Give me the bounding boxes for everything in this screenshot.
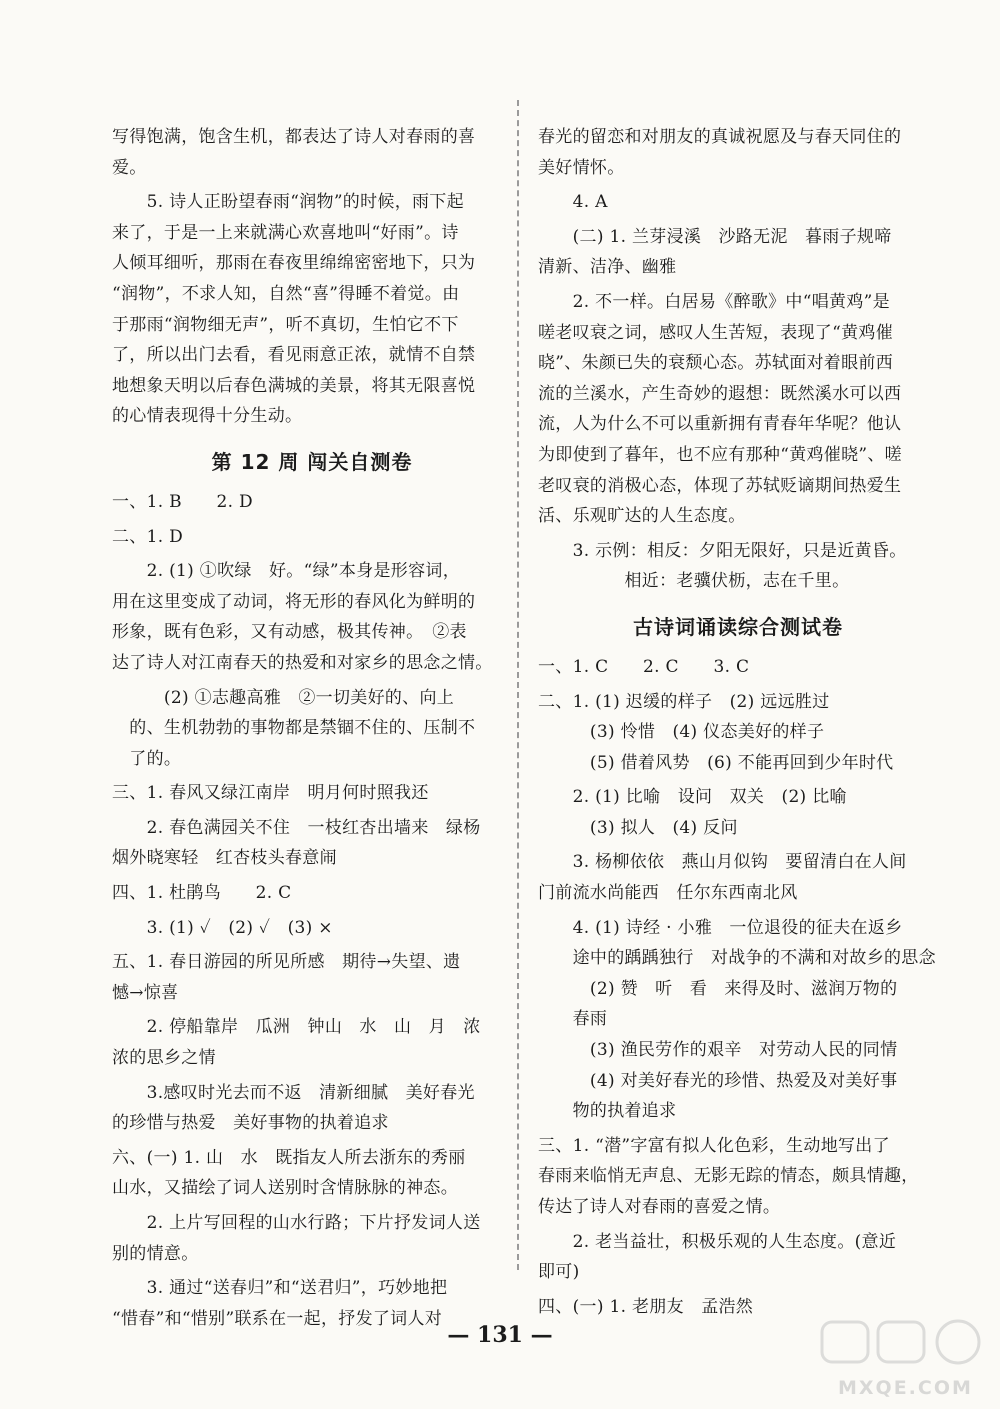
left-column — [112, 122, 512, 1338]
answer-paragraph — [112, 813, 512, 874]
text-line: 春光的留恋和对朋友的真诚祝愿及与春天同住的 — [538, 127, 902, 147]
text-line: (2) 赞 听 看 来得及时、滋润万物的 — [538, 978, 898, 999]
text-line: 四、(一) 1. 老朋友 孟浩然 — [538, 1296, 754, 1317]
text-line: 清新、洁净、幽雅 — [538, 257, 677, 278]
text-line: 达了诗人对江南春天的热爱和对家乡的思念之情。 — [112, 652, 493, 673]
text-line: (2) ①志趣高雅 ②一切美好的、向上 — [112, 687, 455, 708]
answer-paragraph — [538, 287, 938, 532]
text-line: 的心情表现得十分生动。 — [112, 406, 303, 427]
answer-paragraph — [112, 522, 512, 553]
text-line: 三、1. “潜”字富有拟人化色彩，生动地写出了 — [538, 1135, 890, 1156]
answer-paragraph — [538, 652, 938, 683]
answer-paragraph — [538, 1227, 938, 1288]
text-line: 传达了诗人对春雨的喜爱之情。 — [538, 1197, 781, 1217]
answer-paragraph — [112, 556, 512, 678]
answer-paragraph — [112, 913, 512, 944]
text-line: 老叹衰的消极心态，体现了苏轼贬谪期间热爱生 — [538, 475, 902, 496]
text-line: 了的。 — [112, 748, 182, 769]
answer-paragraph — [538, 847, 938, 908]
text-line: 来了，于是一上来就满心欢喜地叫“好雨”。诗 — [112, 222, 459, 243]
answer-paragraph — [538, 913, 938, 1127]
answer-paragraph — [538, 782, 938, 843]
text-line: (5) 借着风势 (6) 不能再回到少年时代 — [538, 752, 894, 773]
text-line: 别的情意。 — [112, 1243, 199, 1264]
answer-paragraph — [538, 187, 938, 218]
text-line: 春雨来临悄无声息、无影无踪的情态，颇具情趣， — [538, 1166, 919, 1187]
answer-paragraph — [112, 683, 512, 775]
text-line: 流的兰溪水，产生奇妙的遐想：既然溪水可以西 — [538, 383, 902, 404]
text-line: 2. 上片写回程的山水行路；下片抒发词人送 — [112, 1213, 481, 1233]
text-line: 物的执着追求 — [538, 1101, 677, 1122]
text-line: 2. 春色满园关不住 一枝红杏出墙来 绿杨 — [112, 817, 481, 838]
text-line: 二、1. (1) 迟缓的样子 (2) 远远胜过 — [538, 691, 830, 712]
answer-paragraph — [112, 878, 512, 909]
text-line: 三、1. 春风又绿江南岸 明月何时照我还 — [112, 783, 429, 804]
text-line: 形象，既有色彩，又有动感，极其传神。 ②表 — [112, 622, 467, 643]
text-line: 门前流水尚能西 任尔东西南北风 — [538, 883, 798, 904]
answer-paragraph — [112, 1143, 512, 1204]
text-line: 爱。 — [112, 157, 147, 178]
text-line: 的、生机勃勃的事物都是禁锢不住的、压制不 — [112, 718, 476, 739]
text-line: 2. 停船靠岸 瓜洲 钟山 水 山 月 浓 — [112, 1017, 481, 1038]
text-line: 3. 通过“送春归”和“送君归”，巧妙地把 — [112, 1278, 448, 1299]
text-line: (3) 拟人 (4) 反问 — [538, 817, 738, 838]
text-line: (二) 1. 兰芽浸溪 沙路无泥 暮雨子规啼 — [538, 226, 892, 247]
text-line: 相近：老骥伏枥，志在千里。 — [538, 571, 850, 592]
text-line: 3. 示例：相反：夕阳无限好，只是近黄昏。 — [538, 540, 907, 561]
text-line: 5. 诗人正盼望春雨“润物”的时候，雨下起 — [112, 192, 464, 213]
text-line: 四、1. 杜鹃鸟 2. C — [112, 883, 292, 904]
text-line: 浓的思乡之情 — [112, 1048, 216, 1069]
text-line: 即可) — [538, 1262, 580, 1283]
text-line: 于那雨“润物细无声”，听不真切，生怕它不下 — [112, 314, 459, 335]
text-line: 3.感叹时光去而不返 清新细腻 美好春光 — [112, 1082, 475, 1103]
text-line: 活、乐观旷达的人生态度。 — [538, 506, 746, 527]
answer-paragraph — [538, 122, 938, 183]
text-line: 了，所以出门去看，看见雨意正浓，就情不自禁 — [112, 345, 476, 366]
text-line: 流，人为什么不可以重新拥有青春年华呢？他认 — [538, 414, 902, 435]
answer-paragraph — [112, 1012, 512, 1073]
page-number: — 131 — — [447, 1322, 553, 1348]
text-line: 六、(一) 1. 山 水 既指友人所去浙东的秀丽 — [112, 1147, 466, 1168]
answer-paragraph — [112, 947, 512, 1008]
text-line: 2. (1) 比喻 设问 双关 (2) 比喻 — [538, 787, 847, 808]
text-line: 五、1. 春日游园的所见所感 期待→失望、遗 — [112, 952, 461, 973]
answer-paragraph — [112, 187, 512, 432]
text-line: 的珍惜与热爱 美好事物的执着追求 — [112, 1113, 389, 1134]
column-divider — [517, 100, 519, 1270]
text-line: 二、1. D — [112, 526, 184, 547]
text-line: 春雨 — [538, 1009, 608, 1030]
text-line: (3) 怜惜 (4) 仪态美好的样子 — [538, 722, 825, 743]
text-line: (4) 对美好春光的珍惜、热爱及对美好事 — [538, 1070, 898, 1091]
text-line: 一、1. C 2. C 3. C — [538, 656, 750, 677]
text-line: 2. 老当益壮，积极乐观的人生态度。(意近 — [538, 1231, 897, 1252]
answer-paragraph — [112, 1078, 512, 1139]
text-line: 晓”、朱颜已失的衰颓心态。苏轼面对着眼前西 — [538, 353, 893, 374]
text-line: 4. A — [538, 192, 608, 213]
answer-paragraph — [112, 487, 512, 518]
answer-paragraph — [538, 222, 938, 283]
text-line: 4. (1) 诗经 · 小雅 一位退役的征夫在返乡 — [538, 917, 903, 938]
text-line: 地想象天明以后春色满城的美景，将其无限喜悦 — [112, 375, 476, 396]
section-title: 第 12 周 闯关自测卷 — [211, 449, 413, 474]
text-line: 嗟老叹衰之词，感叹人生苦短，表现了“黄鸡催 — [538, 322, 893, 343]
answer-paragraph — [538, 536, 938, 597]
text-line: 为即使到了暮年，也不应有那种“黄鸡催晓”、嗟 — [538, 444, 902, 465]
answer-paragraph — [112, 1208, 512, 1269]
answer-paragraph — [538, 687, 938, 779]
text-line: (3) 渔民劳作的艰辛 对劳动人民的同情 — [538, 1040, 898, 1061]
text-line: 2. 不一样。白居易《醉歌》中“唱黄鸡”是 — [538, 291, 890, 312]
text-line: 人倾耳细听，那雨在春夜里绵绵密密地下，只为 — [112, 253, 476, 274]
text-line: 3. 杨柳依依 燕山月似钩 要留清白在人间 — [538, 852, 907, 873]
answer-paragraph — [112, 778, 512, 809]
text-line: 山水，又描绘了词人送别时含情脉脉的神态。 — [112, 1178, 458, 1199]
text-line: 3. (1) ✓ (2) ✓ (3) × — [112, 917, 333, 938]
answer-paragraph — [538, 1131, 938, 1223]
watermark-url: MXQE.COM — [838, 1377, 973, 1399]
answer-paragraph — [112, 122, 512, 183]
text-line: 用在这里变成了动词，将无形的春风化为鲜明的 — [112, 591, 476, 612]
text-line: 写得饱满，饱含生机，都表达了诗人对春雨的喜 — [112, 127, 476, 147]
text-line: 憾→惊喜 — [112, 982, 179, 1003]
text-line: 烟外晓寒轻 红杏枝头春意闹 — [112, 848, 337, 869]
text-line: 途中的踽踽独行 对战争的不满和对故乡的思念 — [538, 948, 936, 969]
text-line: 2. (1) ①吹绿 好。“绿”本身是形容词， — [112, 561, 460, 582]
text-line: “惜春”和“惜别”联系在一起，抒发了词人对 — [112, 1308, 443, 1329]
right-column — [538, 122, 938, 1326]
watermark-logo — [818, 1318, 988, 1402]
section-title: 古诗词诵读综合测试卷 — [633, 614, 843, 639]
text-line: 美好情怀。 — [538, 157, 625, 178]
text-line: 一、1. B 2. D — [112, 491, 253, 512]
text-line: “润物”，不求人知，自然“喜”得睡不着觉。由 — [112, 283, 460, 304]
